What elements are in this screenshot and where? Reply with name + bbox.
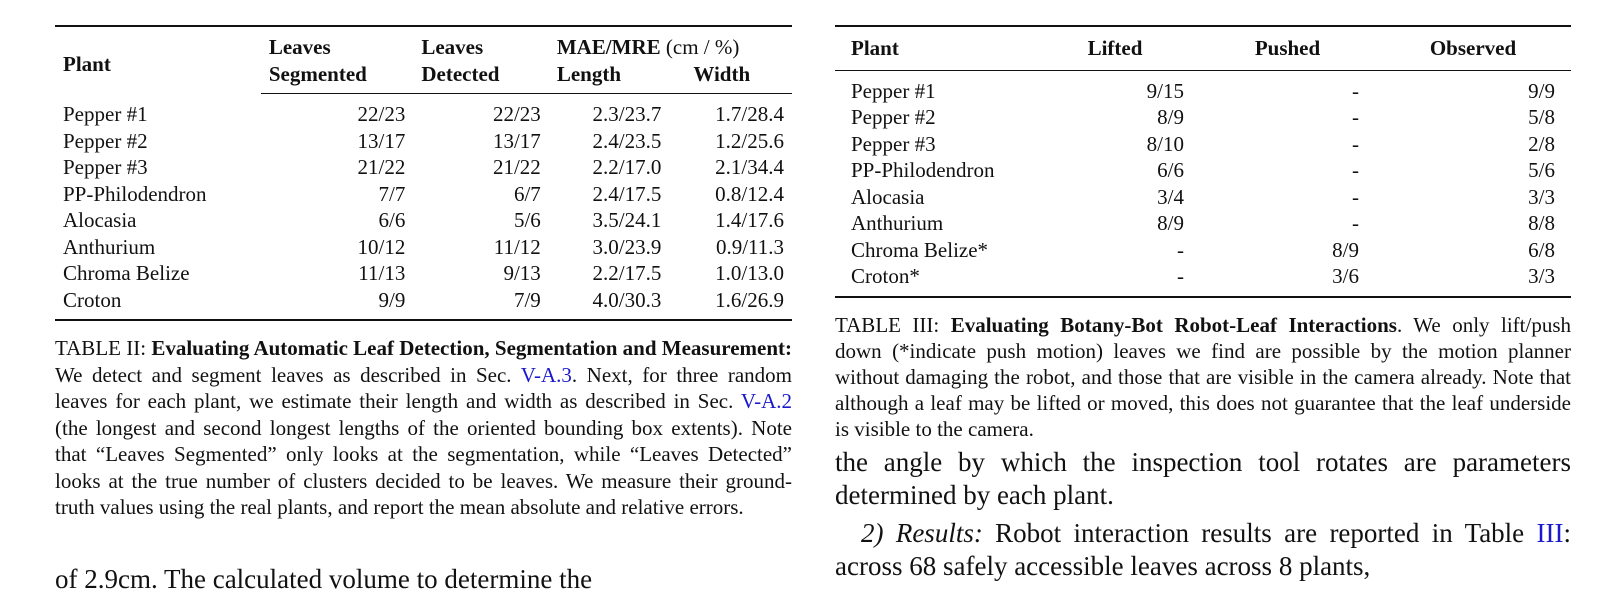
cell-pushed: - — [1352, 158, 1359, 182]
cell-plant: Croton* — [851, 264, 920, 288]
cell-length: 4.0/30.3 — [592, 287, 662, 312]
cell-plant: Pepper #2 — [63, 128, 148, 153]
header-width: Width — [685, 61, 792, 94]
cell-segmented: 9/9 — [378, 287, 406, 312]
table-row — [835, 131, 1571, 158]
table-row — [55, 260, 792, 287]
cell-lifted: 8/9 — [1157, 105, 1184, 129]
cell-width: 2.1/34.4 — [715, 155, 784, 179]
cell-observed: 6/8 — [1528, 237, 1555, 262]
header-segmented: Segmented — [261, 61, 414, 94]
cell-segmented: 13/17 — [357, 128, 406, 153]
header-lifted: Lifted — [1030, 26, 1200, 70]
cell-plant: Anthurium — [63, 234, 156, 259]
cell-plant: PP-Philodendron — [851, 158, 995, 182]
cell-plant: Anthurium — [851, 211, 944, 235]
table-3-caption — [835, 312, 1571, 442]
cell-plant: Pepper #3 — [63, 155, 148, 179]
cell-width: 0.9/11.3 — [715, 234, 784, 259]
cell-length: 2.2/17.0 — [592, 155, 662, 179]
table-row — [55, 94, 792, 128]
cell-width: 1.4/17.6 — [715, 208, 784, 232]
cell-width: 1.0/13.0 — [715, 261, 784, 285]
cell-detected: 9/13 — [503, 261, 541, 285]
table-row — [55, 287, 792, 321]
cell-plant: Alocasia — [63, 208, 137, 232]
table-row — [835, 104, 1571, 131]
header-length: Length — [549, 61, 686, 94]
cell-observed: 5/8 — [1528, 105, 1555, 129]
cell-lifted: 8/10 — [1146, 131, 1184, 156]
table-row — [55, 234, 792, 261]
caption-label: TABLE III: — [835, 312, 951, 337]
table-row — [835, 157, 1571, 184]
cell-lifted: 3/4 — [1157, 184, 1184, 209]
cell-pushed: - — [1352, 105, 1359, 129]
table-row — [55, 181, 792, 208]
header-plant: Plant — [63, 51, 111, 76]
cell-plant: Chroma Belize* — [851, 237, 989, 262]
paragraph: the angle by which the inspection tool rotates are parameters determined by each plant. — [835, 446, 1571, 510]
caption-title: Evaluating Botany-Bot Robot-Leaf Interactions — [950, 312, 1397, 337]
cell-length: 2.2/17.5 — [592, 261, 662, 285]
cell-lifted: 9/15 — [1146, 78, 1184, 103]
header-leaves-segmented-top: Leaves — [268, 35, 331, 59]
cell-detected: 7/9 — [513, 287, 541, 312]
cell-segmented: 7/7 — [378, 181, 406, 206]
header-pushed: Pushed — [1200, 26, 1375, 70]
cell-length: 2.3/23.7 — [592, 102, 662, 126]
table-2 — [55, 25, 792, 321]
cell-length: 3.5/24.1 — [592, 208, 662, 232]
cell-segmented: 11/13 — [358, 261, 406, 285]
cell-segmented: 22/23 — [357, 102, 406, 126]
header-plant: Plant — [835, 26, 1030, 70]
cell-plant: Croton — [63, 287, 122, 312]
paragraph-text: : across 68 safely accessible leaves across 8 plants, — [835, 517, 1572, 581]
cell-pushed: - — [1352, 184, 1359, 209]
cell-pushed: - — [1352, 211, 1359, 235]
header-leaves-detected-top: Leaves — [421, 35, 484, 59]
cell-plant: Chroma Belize — [63, 261, 190, 285]
table-link[interactable]: III — [1536, 517, 1564, 548]
cell-segmented: 6/6 — [378, 208, 406, 232]
cell-detected: 5/6 — [513, 208, 541, 232]
cell-observed: 9/9 — [1528, 78, 1555, 103]
cell-plant: Pepper #1 — [63, 101, 148, 126]
cell-length: 3.0/23.9 — [592, 234, 662, 259]
table-row — [835, 210, 1571, 237]
section-link[interactable]: V-A.2 — [740, 389, 792, 413]
cell-pushed: - — [1352, 131, 1359, 156]
cell-segmented: 10/12 — [357, 234, 406, 259]
body-text-right — [835, 446, 1571, 583]
table-row — [55, 154, 792, 181]
cell-pushed: 8/9 — [1332, 237, 1359, 262]
header-mae-mre-label: MAE/MRE — [556, 35, 661, 59]
table-2-caption — [55, 335, 792, 521]
cell-plant: Alocasia — [851, 184, 925, 209]
cell-observed: 8/8 — [1528, 211, 1555, 235]
header-observed: Observed — [1375, 26, 1571, 70]
cell-detected: 22/23 — [492, 102, 541, 126]
paragraph-text: Robot interaction results are reported in Table — [982, 517, 1537, 548]
caption-text: . Next, for three random leaves for each plant, we estimate their length and width as described in Sec. — [55, 362, 792, 413]
paragraph-heading: 2) Results: — [861, 517, 983, 548]
right-column — [835, 0, 1571, 583]
table-row — [55, 128, 792, 155]
header-units: (cm / %) — [665, 35, 740, 59]
cell-length: 2.4/23.5 — [592, 128, 662, 153]
caption-label: TABLE II: — [55, 336, 152, 360]
table-3 — [835, 25, 1571, 298]
cell-width: 0.8/12.4 — [715, 181, 784, 206]
cell-lifted: - — [1177, 264, 1184, 288]
caption-title: Evaluating Automatic Leaf Detection, Segmentation and Measurement: — [151, 336, 792, 360]
cell-lifted: 8/9 — [1157, 211, 1184, 235]
cell-plant: Pepper #1 — [851, 78, 936, 103]
header-detected: Detected — [413, 61, 548, 94]
cell-width: 1.6/26.9 — [715, 287, 784, 312]
table-row — [835, 237, 1571, 264]
cell-observed: 5/6 — [1528, 158, 1555, 182]
table-row — [835, 184, 1571, 211]
cell-length: 2.4/17.5 — [592, 181, 662, 206]
table-3-body — [835, 70, 1571, 297]
cell-lifted: - — [1177, 237, 1184, 262]
table-row — [835, 70, 1571, 104]
paragraph — [835, 517, 1571, 583]
cell-plant: Pepper #2 — [851, 105, 936, 129]
table-row — [835, 263, 1571, 297]
cell-lifted: 6/6 — [1157, 158, 1184, 182]
caption-text: (the longest and second longest lengths of the oriented bounding box extents). Note that “Leaves Segmented” only looks at the segmentation, while “Leaves Detected” looks at the true number of clusters decided to be leaves. We measure their ground-truth values using the real plants, and report the mean absolute and relative errors. — [55, 415, 792, 519]
cell-observed: 3/3 — [1528, 184, 1555, 209]
table-row — [55, 207, 792, 234]
cell-observed: 3/3 — [1528, 264, 1555, 288]
header-mae-mre — [549, 26, 792, 61]
cell-plant: PP-Philodendron — [63, 181, 207, 206]
cell-detected: 6/7 — [513, 181, 541, 206]
cell-plant: Pepper #3 — [851, 131, 936, 156]
cell-detected: 11/12 — [493, 234, 541, 259]
table-2-body — [55, 94, 792, 321]
cell-width: 1.2/25.6 — [715, 128, 784, 153]
section-link[interactable]: V-A.3 — [520, 362, 572, 387]
cell-width: 1.7/28.4 — [715, 102, 784, 126]
cell-segmented: 21/22 — [357, 155, 406, 179]
left-column — [55, 0, 792, 594]
caption-text: We detect and segment leaves as described in Sec. — [55, 362, 521, 387]
caption-text: . We only lift/push down (*indicate push motion) leaves we find are possible by the motion planner without damaging the robot, and those that are visible in the camera already. Note that although a leaf may be lifted or moved, this does not guarantee that the leaf underside is visible to the camera. — [835, 312, 1572, 441]
cell-pushed: - — [1352, 78, 1359, 103]
cell-detected: 13/17 — [492, 128, 541, 153]
body-text-left: of 2.9cm. The calculated volume to determine the — [55, 564, 593, 594]
cell-observed: 2/8 — [1528, 131, 1555, 156]
cell-detected: 21/22 — [492, 155, 541, 179]
cell-pushed: 3/6 — [1332, 264, 1359, 288]
